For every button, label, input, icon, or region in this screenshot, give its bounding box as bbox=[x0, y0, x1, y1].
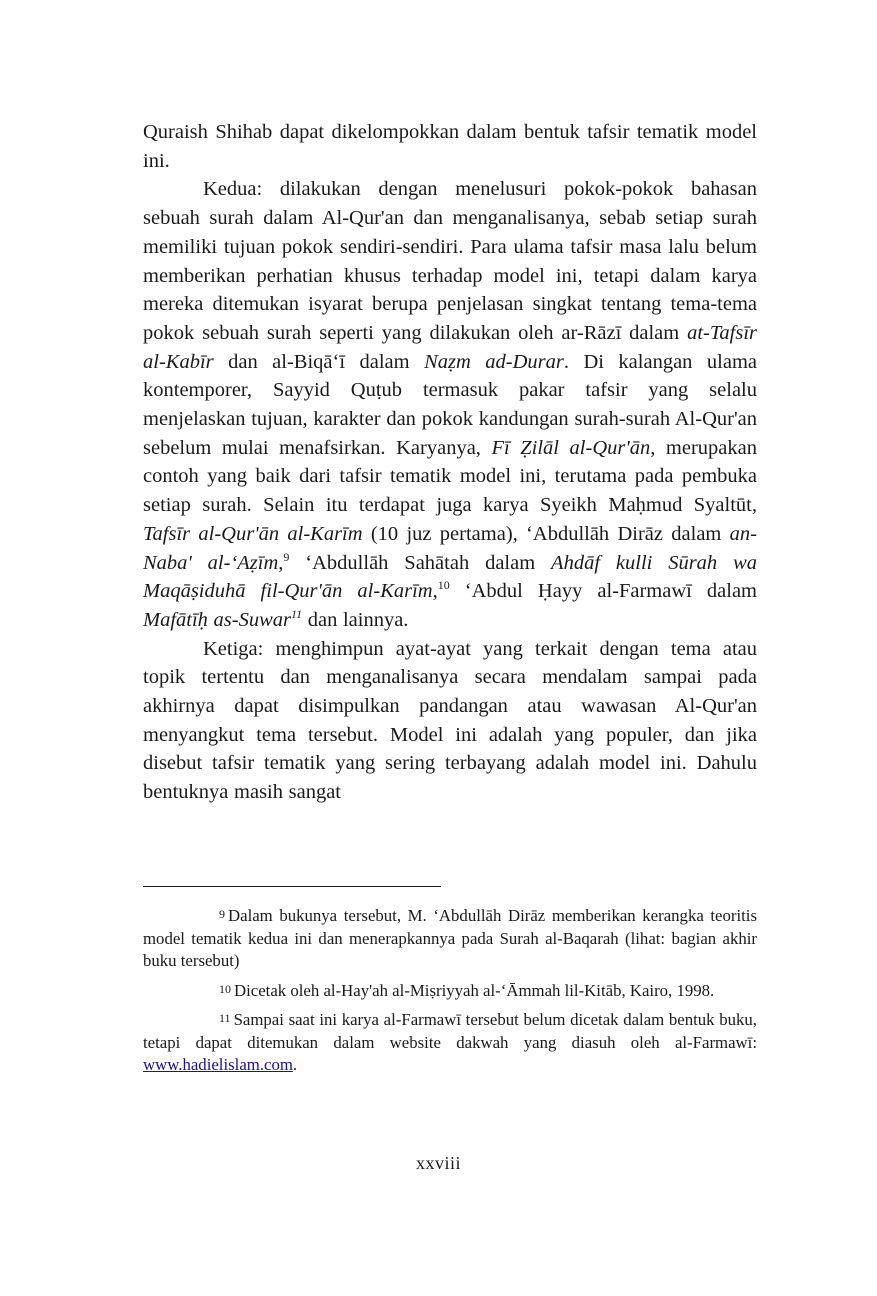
paragraph-2: Kedua: dilakukan dengan menelusuri pokok-pokok bahasan sebuah surah dalam Al-Qur'an dan menganalisanya, sebab setiap surah memiliki tujuan pokok sendiri-sendiri. Para ulama tafsir masa lalu belum memberikan perhatian khusus terhadap model ini, tetapi dalam karya mereka ditemukan isyarat berupa penjelasan singkat tentang tema-tema pokok sebuah surah seperti yang dilakukan oleh ar-Rāzī dalam at-Tafsīr al-Kabīr dan al-Biqā‘ī dalam Naẓm ad-Durar. Di kalangan ulama kontemporer, Sayyid Quṭub termasuk pakar tafsir yang selalu menjelaskan tujuan, karakter dan pokok kandungan surah-surah Al-Qur'an sebelum mulai menafsirkan. Karyanya, Fī Ẓilāl al-Qur'ān, merupakan contoh yang baik dari tafsir tematik model ini, terutama pada pembuka setiap surah. Selain itu terdapat juga karya Syeikh Maḥmud Syaltūt, Tafsīr al-Qur'ān al-Karīm (10 juz pertama), ‘Abdullāh Dirāz dalam an-Naba' al-‘Aẓīm,$^9$ ‘Abdullāh Sahātah dalam Ahdāf kulli Sūrah wa Maqāṣiduhā fil-Qur'ān al-Karīm,$^{10}$ ‘Abdul Ḥayy al-Farmawī dalam Mafātīḥ as-Suwar$^{11}$ dan lainnya. bbox=[143, 178, 757, 631]
title-tafsir-al-quran-al-karim: Tafsīr al-Qur'ān al-Karīm bbox=[143, 522, 363, 545]
paragraph-2-text-3: . Di kalangan ulama kontemporer, Sayyid Quṭub termasuk pakar tafsir yang selalu menjelaskan tujuan, karakter dan pokok kandungan surah-surah Al-Qur'an sebelum mulai menafsirkan. Karyanya, bbox=[143, 350, 757, 459]
title-nazm-ad-durar: Naẓm ad-Durar bbox=[424, 350, 564, 373]
paragraph-2-text-6: ‘Abdullāh Sahātah dalam bbox=[289, 551, 552, 574]
footnote-ref-11[interactable]: 11 bbox=[291, 607, 303, 622]
main-text bbox=[143, 118, 757, 807]
title-fi-zilal-al-quran: Fī Ẓilāl al-Qur'ān bbox=[491, 436, 651, 459]
website-link[interactable]: www.hadielislam.com bbox=[143, 1055, 293, 1074]
paragraph-2-text-9: dan lainnya. bbox=[302, 608, 409, 631]
title-ahdaf-kulli-surah: Ahdāf kulli Sūrah wa Maqāṣiduhā fil-Qur'ān al-Karīm bbox=[143, 551, 757, 603]
footnote-9 bbox=[143, 903, 757, 973]
paragraph-1: Quraish Shihab dapat dikelompokkan dalam bentuk tafsir tematik model ini. bbox=[143, 121, 757, 172]
paragraph-3: Ketiga: menghimpun ayat-ayat yang terkait dengan tema atau topik tertentu dan menganalisanya secara mendalam sampai pada akhirnya dapat disimpulkan pandangan atau wawasan Al-Qur'an menyangkut tema tersebut. Model ini adalah yang populer, dan jika disebut tafsir tematik yang sering terbayang adalah model ini. Dahulu bentuknya masih sangat bbox=[143, 637, 757, 804]
footnote-text-end: . bbox=[292, 1055, 298, 1074]
page-number: xxviii bbox=[415, 1153, 461, 1173]
footnote-number: 10 bbox=[219, 981, 231, 996]
footnote-number: 9 bbox=[219, 907, 225, 921]
title-at-tafsir-al-kabir: at-Tafsīr al-Kabīr bbox=[143, 321, 757, 373]
paragraph-2-text-5: (10 juz pertama), ‘Abdullāh Dirāz dalam bbox=[362, 522, 730, 545]
paragraph-2-text-2: dan al-Biqā‘ī dalam bbox=[213, 350, 425, 373]
paragraph-2-text-8: ‘Abdul Ḥayy al-Farmawī dalam bbox=[449, 580, 757, 603]
footnote-text: Dicetak oleh al-Hay'ah al-Miṣriyyah al-‘Āmmah lil-Kitāb, Kairo, 1998. bbox=[234, 980, 715, 1000]
title-an-naba-al-azim: an-Naba' al-‘Aẓīm bbox=[143, 522, 757, 574]
footnotes bbox=[143, 903, 757, 1082]
paragraph-2-text-1: Kedua: dilakukan dengan menelusuri pokok-pokok bahasan sebuah surah dalam Al-Qur'an dan menganalisanya, sebab setiap surah memiliki tujuan pokok sendiri-sendiri. Para ulama tafsir masa lalu belum memberikan perhatian khusus terhadap model ini, tetapi dalam karya mereka ditemukan isyarat berupa penjelasan singkat tentang tema-tema pokok sebuah surah seperti yang dilakukan oleh ar-Rāzī dalam bbox=[143, 178, 757, 344]
footnote-11 bbox=[143, 1007, 757, 1077]
paragraph-2-text-4: , merupakan contoh yang baik dari tafsir tematik model ini, terutama pada pembuka setiap surah. Selain itu terdapat juga karya Syeikh Maḥmud Syaltūt, bbox=[143, 436, 757, 517]
footnote-text: Dalam bukunya tersebut, M. ‘Abdullāh Dirāz memberikan kerangka teoritis model tematik kedua ini dan menerapkannya pada Surah al-Baqarah (lihat: bagian akhir buku tersebut) bbox=[143, 906, 757, 970]
footnote-ref-9[interactable]: 9 bbox=[283, 549, 290, 564]
footnote-separator bbox=[143, 886, 441, 887]
footnote-number: 11 bbox=[219, 1011, 231, 1025]
paragraph-2-text-7: , bbox=[432, 580, 438, 603]
footnote-10 bbox=[143, 978, 757, 1003]
title-mafatih-as-suwar: Mafātīḥ as-Suwar bbox=[143, 608, 291, 631]
footnote-text: Sampai saat ini karya al-Farmawī tersebut belum dicetak dalam bentuk buku, tetapi dapat ditemukan dalam website dakwah yang diasuh oleh al-Farmawī: bbox=[143, 1010, 757, 1052]
footnote-ref-10[interactable]: 10 bbox=[437, 578, 450, 593]
